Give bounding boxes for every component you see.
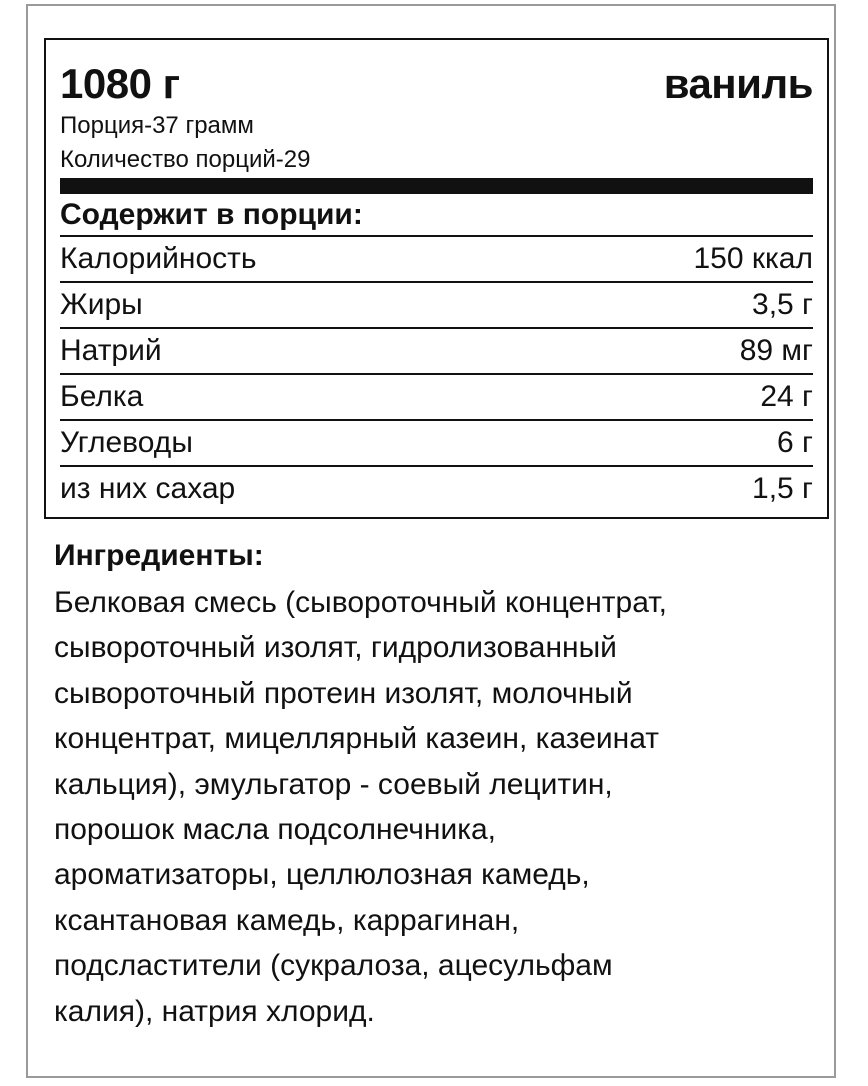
- nutrition-row-protein: [60, 373, 813, 419]
- flavor-label: ваниль: [663, 60, 813, 107]
- nutrient-value: 89 мг: [739, 334, 813, 367]
- ingredients-line: Белковая смесь (сывороточный концентрат,: [54, 586, 668, 619]
- nutrient-name: Натрий: [60, 334, 162, 367]
- ingredients-line: калия), натрия хлорид.: [54, 994, 375, 1028]
- nutrient-value: 24 г: [760, 380, 813, 413]
- servings-count: Количество порций-29: [60, 146, 311, 173]
- ingredients-line: кальция), эмульгатор - соевый лецитин,: [54, 767, 613, 801]
- serving-size: Порция-37 грамм: [60, 112, 254, 139]
- ingredients-line: ксантановая камедь, каррагинан,: [54, 903, 520, 937]
- ingredients-line: концентрат, мицеллярный казеин, казеинат: [54, 722, 659, 756]
- nutrition-row-calories: [60, 235, 813, 281]
- nutrition-row-sugar: [60, 465, 813, 511]
- nutrient-name: из них сахар: [60, 472, 236, 505]
- nutrient-name: Углеводы: [60, 426, 193, 459]
- divider-bar: [60, 178, 813, 194]
- ingredients-line: ароматизаторы, целлюлозная камедь,: [54, 858, 590, 892]
- nutrition-row-fat: [60, 281, 813, 327]
- nutrient-name: Белка: [60, 380, 144, 413]
- nutrient-value: 1,5 г: [752, 472, 813, 505]
- nutrient-value: 6 г: [777, 426, 813, 459]
- nutrition-row-carbs: [60, 419, 813, 465]
- nutrient-name: Жиры: [60, 288, 143, 321]
- package-weight: 1080 г: [60, 60, 180, 107]
- nutrient-value: 3,5 г: [752, 288, 813, 321]
- ingredients-section: [54, 536, 824, 1034]
- ingredients-line: порошок масла подсолнечника,: [54, 813, 497, 847]
- header-row: [60, 62, 813, 106]
- nutrition-title: Содержит в порции:: [60, 198, 363, 231]
- nutrition-rows: [60, 235, 813, 511]
- ingredients-title: Ингредиенты:: [54, 539, 264, 572]
- nutrient-name: Калорийность: [60, 242, 257, 275]
- ingredients-line: подсластители (сукралоза, ацесульфам: [54, 949, 613, 983]
- nutrition-row-sodium: [60, 327, 813, 373]
- nutrition-facts-box: [44, 38, 829, 519]
- nutrient-value: 150 ккал: [693, 242, 813, 275]
- ingredients-line: сывороточный изолят, гидролизованный: [54, 631, 617, 665]
- ingredients-line: сывороточный протеин изолят, молочный: [54, 676, 633, 710]
